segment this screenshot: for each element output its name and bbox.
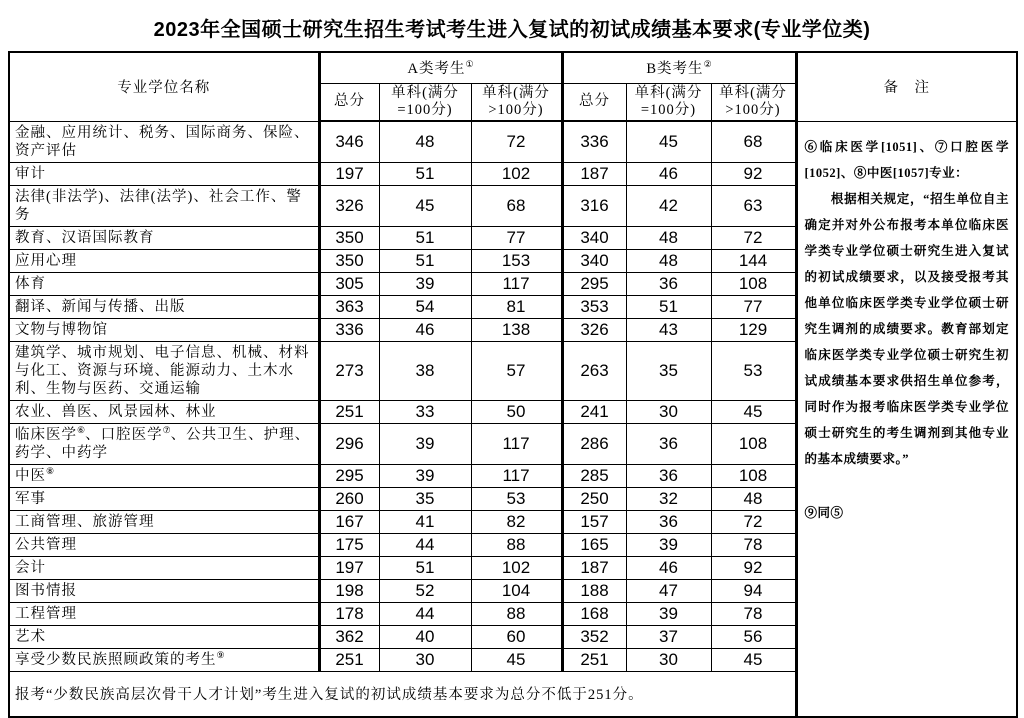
score-cell: 53 [471, 487, 562, 510]
score-cell: 44 [379, 602, 471, 625]
score-cell: 46 [626, 162, 711, 185]
score-cell: 88 [471, 602, 562, 625]
score-cell: 92 [711, 556, 796, 579]
specialty-name: 建筑学、城市规划、电子信息、机械、材料与化工、资源与环境、能源动力、土木水利、生物与医药、交通运输 [9, 341, 319, 400]
table-row [9, 121, 1017, 162]
score-cell: 187 [562, 162, 626, 185]
score-cell: 48 [626, 226, 711, 249]
score-cell: 38 [379, 341, 471, 400]
score-cell: 263 [562, 341, 626, 400]
score-cell: 104 [471, 579, 562, 602]
header-a-total: 总分 [319, 83, 379, 121]
specialty-name: 工商管理、旅游管理 [9, 510, 319, 533]
score-cell: 168 [562, 602, 626, 625]
score-cell: 352 [562, 625, 626, 648]
score-cell: 45 [711, 648, 796, 671]
score-cell: 346 [319, 121, 379, 162]
specialty-name: 军事 [9, 487, 319, 510]
score-cell: 51 [379, 162, 471, 185]
score-cell: 46 [379, 318, 471, 341]
score-cell: 129 [711, 318, 796, 341]
specialty-name: 审计 [9, 162, 319, 185]
header-a-single-100: 单科(满分=100分) [379, 83, 471, 121]
specialty-name: 中医⑧ [9, 464, 319, 487]
score-cell: 326 [319, 185, 379, 226]
score-cell: 81 [471, 295, 562, 318]
specialty-name: 临床医学⑥、口腔医学⑦、公共卫生、护理、药学、中药学 [9, 423, 319, 464]
score-cell: 363 [319, 295, 379, 318]
score-cell: 42 [626, 185, 711, 226]
score-cell: 187 [562, 556, 626, 579]
score-cell: 78 [711, 602, 796, 625]
score-cell: 51 [379, 556, 471, 579]
score-cell: 54 [379, 295, 471, 318]
score-cell: 117 [471, 272, 562, 295]
score-cell: 48 [626, 249, 711, 272]
specialty-name: 农业、兽医、风景园林、林业 [9, 400, 319, 423]
score-cell: 353 [562, 295, 626, 318]
score-cell: 39 [626, 533, 711, 556]
score-cell: 251 [319, 400, 379, 423]
score-cell: 350 [319, 249, 379, 272]
score-cell: 295 [319, 464, 379, 487]
score-cell: 305 [319, 272, 379, 295]
page-title: 2023年全国硕士研究生招生考试考生进入复试的初试成绩基本要求(专业学位类) [153, 19, 871, 41]
score-cell: 72 [711, 510, 796, 533]
score-cell: 56 [711, 625, 796, 648]
specialty-name: 公共管理 [9, 533, 319, 556]
score-cell: 36 [626, 510, 711, 533]
score-cell: 52 [379, 579, 471, 602]
remark-paragraph: ⑥临床医学[1051]、⑦口腔医学[1052]、⑧中医[1057]专业： [804, 139, 1010, 180]
header-b-total: 总分 [562, 83, 626, 121]
score-cell: 94 [711, 579, 796, 602]
header-group-b: B类考生② [562, 52, 796, 83]
specialty-name: 文物与博物馆 [9, 318, 319, 341]
remark-paragraph: 根据相关规定，“招生单位自主确定并对外公布报考本单位临床医学类专业学位硕士研究生进入复试的初试成绩要求，以及接受报考其他单位临床医学类专业学位硕士研究生调剂的成绩要求。教育部划定临床医学类专业学位硕士研究生初试成绩基本要求供招生单位参考，同时作为报考临床医学类专业学位硕士研究生的考生调剂到其他专业的基本成绩要求。” [804, 191, 1010, 466]
specialty-name: 艺术 [9, 625, 319, 648]
score-cell: 250 [562, 487, 626, 510]
score-cell: 296 [319, 423, 379, 464]
score-cell: 39 [379, 464, 471, 487]
score-cell: 48 [711, 487, 796, 510]
score-cell: 30 [626, 648, 711, 671]
score-cell: 35 [626, 341, 711, 400]
score-cell: 241 [562, 400, 626, 423]
score-cell: 144 [711, 249, 796, 272]
specialty-name: 工程管理 [9, 602, 319, 625]
specialty-name: 体育 [9, 272, 319, 295]
score-cell: 102 [471, 162, 562, 185]
score-cell: 36 [626, 272, 711, 295]
score-cell: 82 [471, 510, 562, 533]
specialty-name: 应用心理 [9, 249, 319, 272]
score-cell: 108 [711, 272, 796, 295]
score-cell: 53 [711, 341, 796, 400]
table-header [9, 52, 1017, 121]
score-cell: 175 [319, 533, 379, 556]
score-cell: 178 [319, 602, 379, 625]
header-remarks: 备 注 [796, 52, 1017, 121]
score-cell: 39 [379, 272, 471, 295]
score-cell: 117 [471, 464, 562, 487]
score-cell: 77 [711, 295, 796, 318]
score-cell: 336 [562, 121, 626, 162]
score-cell: 273 [319, 341, 379, 400]
score-cell: 51 [626, 295, 711, 318]
score-cell: 188 [562, 579, 626, 602]
specialty-name: 会计 [9, 556, 319, 579]
score-cell: 362 [319, 625, 379, 648]
score-cell: 35 [379, 487, 471, 510]
score-cell: 138 [471, 318, 562, 341]
score-cell: 39 [379, 423, 471, 464]
score-cell: 50 [471, 400, 562, 423]
specialty-name: 法律(非法学)、法律(法学)、社会工作、警务 [9, 185, 319, 226]
score-cell: 251 [319, 648, 379, 671]
score-cell: 153 [471, 249, 562, 272]
score-cell: 197 [319, 162, 379, 185]
score-cell: 340 [562, 249, 626, 272]
specialty-name: 教育、汉语国际教育 [9, 226, 319, 249]
score-cell: 36 [626, 464, 711, 487]
score-cell: 336 [319, 318, 379, 341]
score-cell: 44 [379, 533, 471, 556]
score-cell: 167 [319, 510, 379, 533]
specialty-name: 金融、应用统计、税务、国际商务、保险、资产评估 [9, 121, 319, 162]
score-cell: 48 [379, 121, 471, 162]
score-cell: 47 [626, 579, 711, 602]
score-cell: 51 [379, 249, 471, 272]
specialty-name: 享受少数民族照顾政策的考生⑨ [9, 648, 319, 671]
score-cell: 41 [379, 510, 471, 533]
remark-paragraph: ⑨同⑤ [804, 505, 844, 520]
score-cell: 340 [562, 226, 626, 249]
score-cell: 286 [562, 423, 626, 464]
score-cell: 77 [471, 226, 562, 249]
score-cell: 39 [626, 602, 711, 625]
header-specialty-name: 专业学位名称 [9, 52, 319, 121]
score-cell: 78 [711, 533, 796, 556]
score-cell: 36 [626, 423, 711, 464]
score-cell: 30 [379, 648, 471, 671]
specialty-name: 翻译、新闻与传播、出版 [9, 295, 319, 318]
score-cell: 157 [562, 510, 626, 533]
header-a-single-over100: 单科(满分>100分) [471, 83, 562, 121]
score-cell: 326 [562, 318, 626, 341]
score-cell: 251 [562, 648, 626, 671]
score-cell: 40 [379, 625, 471, 648]
score-cell: 102 [471, 556, 562, 579]
score-cell: 68 [471, 185, 562, 226]
table-body [9, 121, 1017, 717]
specialty-name: 图书情报 [9, 579, 319, 602]
score-cell: 92 [711, 162, 796, 185]
score-cell: 285 [562, 464, 626, 487]
footer-note: 报考“少数民族高层次骨干人才计划”考生进入复试的初试成绩基本要求为总分不低于251分。 [9, 671, 796, 717]
score-cell: 60 [471, 625, 562, 648]
score-cell: 43 [626, 318, 711, 341]
score-cell: 45 [626, 121, 711, 162]
score-cell: 63 [711, 185, 796, 226]
score-cell: 37 [626, 625, 711, 648]
score-cell: 165 [562, 533, 626, 556]
remarks-cell [796, 121, 1017, 717]
score-cell: 295 [562, 272, 626, 295]
score-cell: 117 [471, 423, 562, 464]
score-cell: 33 [379, 400, 471, 423]
score-cell: 108 [711, 423, 796, 464]
score-cell: 198 [319, 579, 379, 602]
score-cell: 30 [626, 400, 711, 423]
score-cell: 32 [626, 487, 711, 510]
score-cell: 45 [471, 648, 562, 671]
header-b-single-over100: 单科(满分>100分) [711, 83, 796, 121]
score-cell: 197 [319, 556, 379, 579]
score-cell: 108 [711, 464, 796, 487]
score-requirements-table [8, 51, 1018, 718]
score-cell: 72 [711, 226, 796, 249]
score-cell: 316 [562, 185, 626, 226]
score-cell: 51 [379, 226, 471, 249]
score-cell: 45 [711, 400, 796, 423]
score-cell: 45 [379, 185, 471, 226]
score-cell: 46 [626, 556, 711, 579]
header-b-single-100: 单科(满分=100分) [626, 83, 711, 121]
header-group-a: A类考生① [319, 52, 562, 83]
score-cell: 68 [711, 121, 796, 162]
score-cell: 260 [319, 487, 379, 510]
score-cell: 88 [471, 533, 562, 556]
score-cell: 350 [319, 226, 379, 249]
score-cell: 72 [471, 121, 562, 162]
score-cell: 57 [471, 341, 562, 400]
